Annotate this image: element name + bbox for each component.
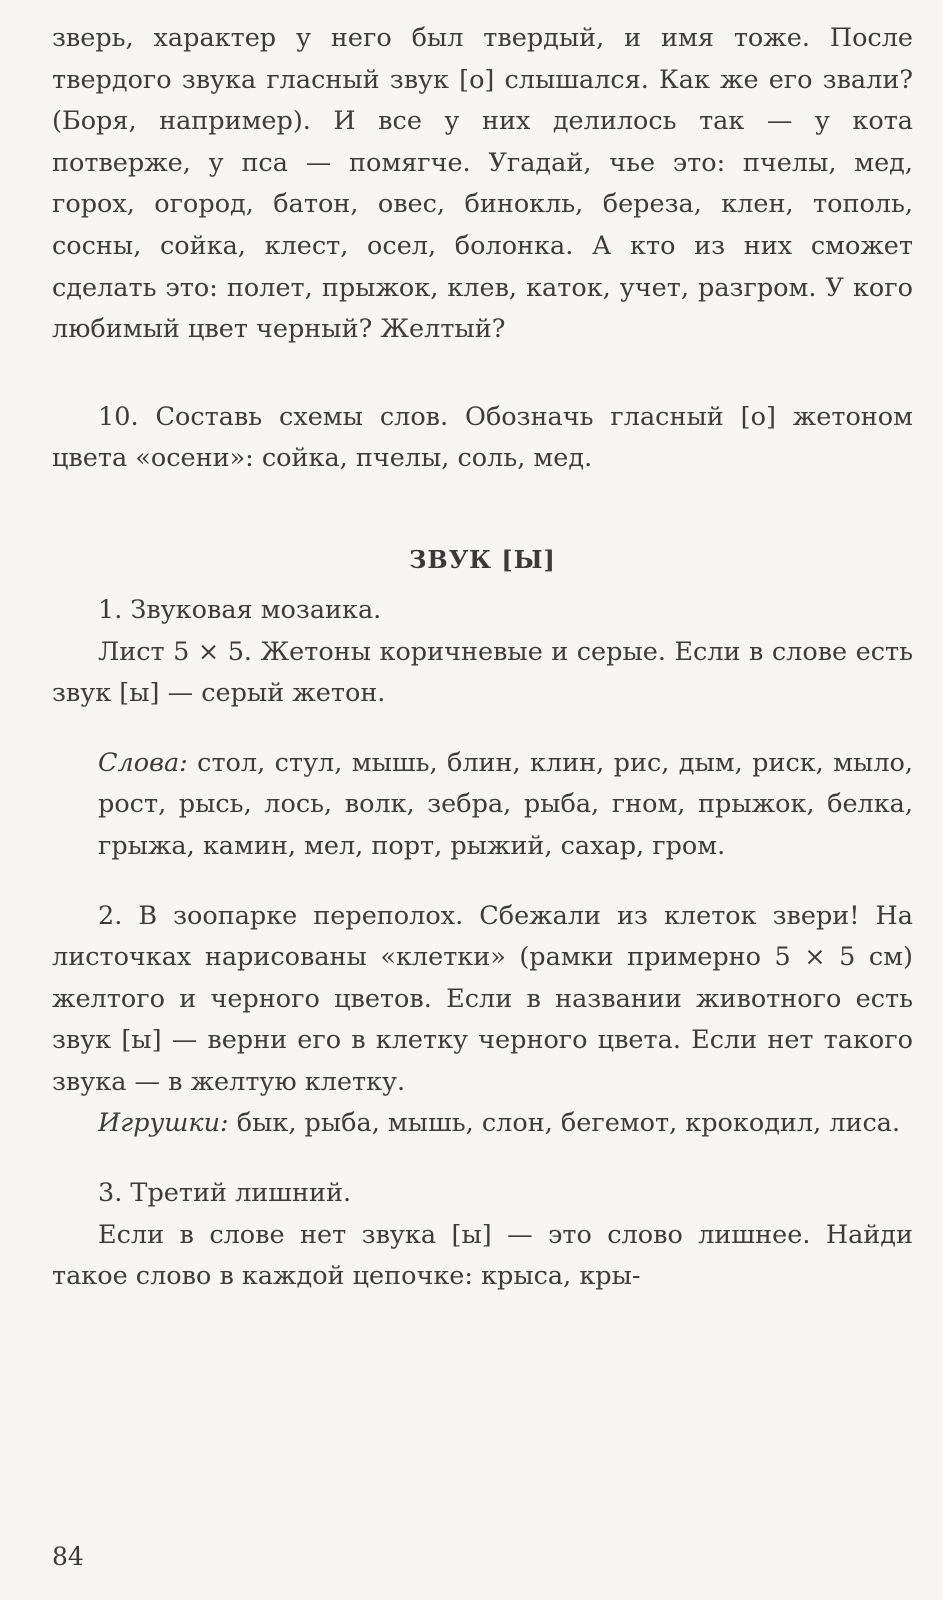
words-label: Слова: bbox=[98, 747, 188, 778]
task-1-title: 1. Звуковая мозаика. bbox=[98, 594, 382, 625]
words-values: стол, стул, мышь, блин, клин, рис, дым, риск, мыло, рост, рысь, лось, волк, зебра, рыба, гном, прыжок, белка, грыжа, камин, мел, порт, рыжий, сахар, гром. bbox=[98, 747, 913, 861]
task-10-paragraph: 10. Составь схемы слов. Обозначь гласный [о] жетоном цвета «осени»: сойка, пчелы, соль, мед. bbox=[52, 401, 913, 474]
task-2-paragraph: 2. В зоопарке переполох. Сбежали из клеток звери! На листочках нарисованы «клетки» (рамки примерно 5 × 5 см) желтого и черного цветов. Если в названии животного есть звук [ы] — верни его в клетку черного цвета. Если нет такого звука — в желтую клетку. bbox=[52, 900, 913, 1097]
task-3-text: Если в слове нет звука [ы] — это слово лишнее. Найди такое слово в каждой цепочке: крыса, кры- bbox=[52, 1219, 913, 1292]
toys-values: бык, рыба, мышь, слон, бегемот, крокодил, лиса. bbox=[228, 1108, 901, 1139]
task-2-toy-list bbox=[52, 1103, 913, 1145]
section-heading: ЗВУК [Ы] bbox=[409, 544, 556, 574]
task-3-title: 3. Третий лишний. bbox=[98, 1178, 352, 1209]
intro-paragraph: зверь, характер у него был твердый, и имя тоже. После твердого звука гласный звук [о] слышался. Как же его звали? (Боря, например). И все у них делилось так — у кота потверже, у пса — помягче. Угадай, чье это: пчелы, мед, горох, огород, батон, овес, бинокль, береза, клен, тополь, сосны, сойка, клест, осел, болонка. А кто из них сможет сделать это: полет, прыжок, клев, каток, учет, разгром. У кого любимый цвет черный? Желтый? bbox=[52, 23, 913, 345]
page-number: 84 bbox=[52, 1542, 84, 1571]
task-1-word-list bbox=[52, 743, 913, 868]
task-1-text: Лист 5 × 5. Жетоны коричневые и серые. Если в слове есть звук [ы] — серый жетон. bbox=[52, 636, 913, 709]
toys-label: Игрушки: bbox=[98, 1108, 229, 1139]
